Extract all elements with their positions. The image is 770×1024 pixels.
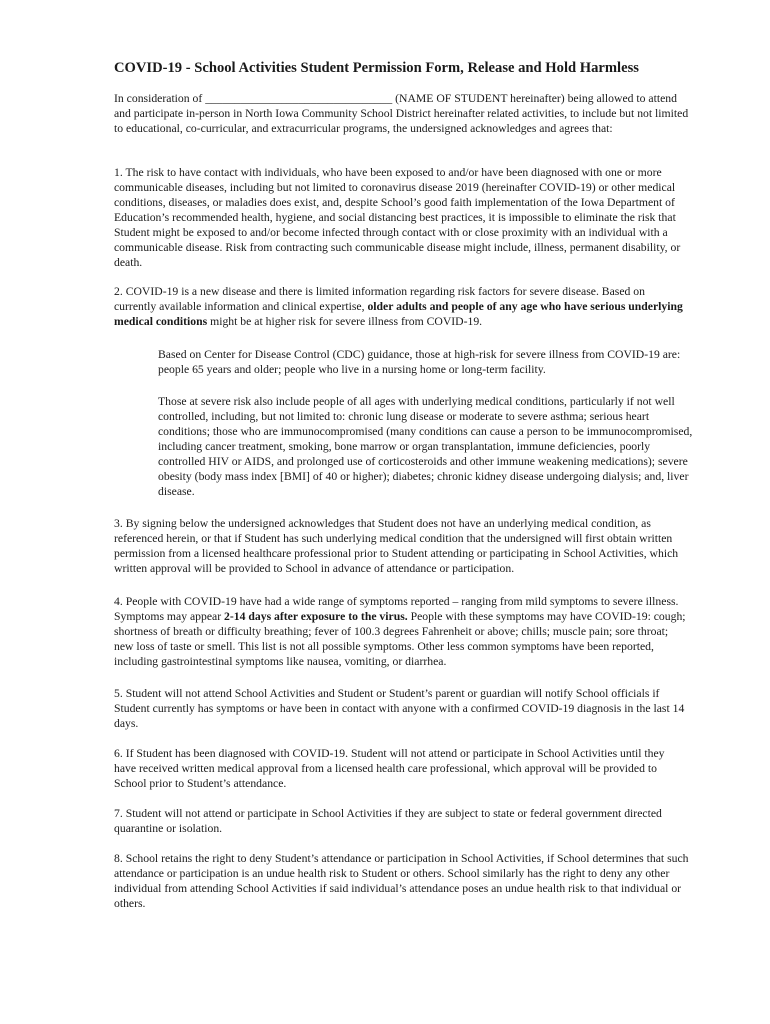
item-7-paragraph: 7. Student will not attend or participate in School Activities if they are subject to state or federal government directed quarantine or isolation.: [114, 807, 662, 835]
severe-risk-paragraph: Those at severe risk also include people of all ages with underlying medical conditions, particularly if not well controlled, including, but not limited to: chronic lung disease or moderate to severe asthma; serious heart conditions; those who are immunocompromised (many conditions can cause a person to be immunocompromised, including cancer treatment, smoking, bone marrow or organ transplantation, immune deficiencies, poorly controlled HIV or AIDS, and prolonged use of corticosteroids and other immune weakening medications); severe obesity (body mass index [BMI] of 40 or higher); diabetes; chronic kidney disease undergoing dialysis; and, liver disease.: [158, 395, 693, 498]
item-5-paragraph: 5. Student will not attend School Activities and Student or Student’s parent or guardian will notify School officials if Student currently has symptoms or have been in contact with anyone with a confirmed COVID-19 diagnosis in the last 14 days.: [114, 687, 685, 730]
item-1-paragraph: 1. The risk to have contact with individuals, who have been exposed to and/or have been diagnosed with one or more communicable diseases, including but not limited to coronavirus disease 2019 (hereinafter COVID-19) or other medical conditions, diseases, or maladies does exist, and, despite School’s good faith implementation of the Iowa Department of Education’s recommended health, hygiene, and social distancing best practices, it is impossible to eliminate the risk that Student might be exposed to and/or become infected through contact with or close proximity with an individual with a communicable disease. Risk from contracting such communicable disease might include, illness, permanent disability, or death.: [114, 166, 681, 269]
student-name-blank[interactable]: ________________________________: [205, 92, 393, 105]
item-2-bold-text: older adults and people of any age who have serious underlying medical conditions: [114, 300, 683, 328]
item-3-paragraph: 3. By signing below the undersigned acknowledges that Student does not have an underlying medical condition, as referenced herein, or that if Student has such underlying medical condition that the undersigned will first obtain written permission from a licensed healthcare professional prior to Student attending or participating in School Activities, which written approval will be provided to School in advance of attendance or participation.: [114, 517, 679, 575]
page-title: COVID-19 - School Activities Student Permission Form, Release and Hold Harmless: [114, 60, 639, 76]
intro-paragraph: [114, 91, 689, 136]
intro-text-end: (NAME OF STUDENT hereinafter) being allowed to attend and participate in-person in North Iowa Community School District hereinafter related activities, to include but not limited to educational, co-curricular, and extracurricular programs, the undersigned acknowledges and agrees that:: [114, 92, 689, 135]
item-2-paragraph: [114, 284, 689, 329]
item-8-paragraph: 8. School retains the right to deny Student’s attendance or participation in School Activities, if School determines that such attendance or participation is an undue health risk to Student or others. School similarly has the right to deny any other individual from attending School Activities if said individual’s attendance poses an undue health risk to that individual or others.: [114, 852, 689, 910]
cdc-high-risk-paragraph: Based on Center for Disease Control (CDC) guidance, those at high-risk for severe illness from COVID-19 are: people 65 years and older; people who live in a nursing home or long-term facility.: [158, 348, 681, 376]
item-6-paragraph: 6. If Student has been diagnosed with COVID-19. Student will not attend or participate in School Activities until they have received written medical approval from a licensed health care professional, which approval will be provided to School prior to Student’s attendance.: [114, 747, 665, 790]
intro-text-start: In consideration of: [114, 92, 206, 105]
item-4-text-start: 4. People with COVID-19 have had a wide range of symptoms reported – ranging from mild symptoms to severe illness. Symptoms may appear: [114, 595, 679, 623]
item-4-text-end: People with these symptoms may have COVID-19: cough; shortness of breath or difficulty breathing; fever of 100.3 degrees Fahrenheit or above; chills; muscle pain; sore throat; new loss of taste or smell. This list is not all possible symptoms. Other less common symptoms have been reported, including gastrointestinal symptoms like nausea, vomiting, or diarrhea.: [114, 610, 686, 668]
item-2-text-end: might be at higher risk for severe illness from COVID-19.: [207, 315, 483, 328]
item-4-bold-text: 2-14 days after exposure to the virus.: [224, 610, 408, 623]
item-4-paragraph: [114, 594, 689, 669]
item-2-text-start: 2. COVID-19 is a new disease and there is limited information regarding risk factors for severe disease. Based on currently available information and clinical expertise,: [114, 285, 645, 313]
